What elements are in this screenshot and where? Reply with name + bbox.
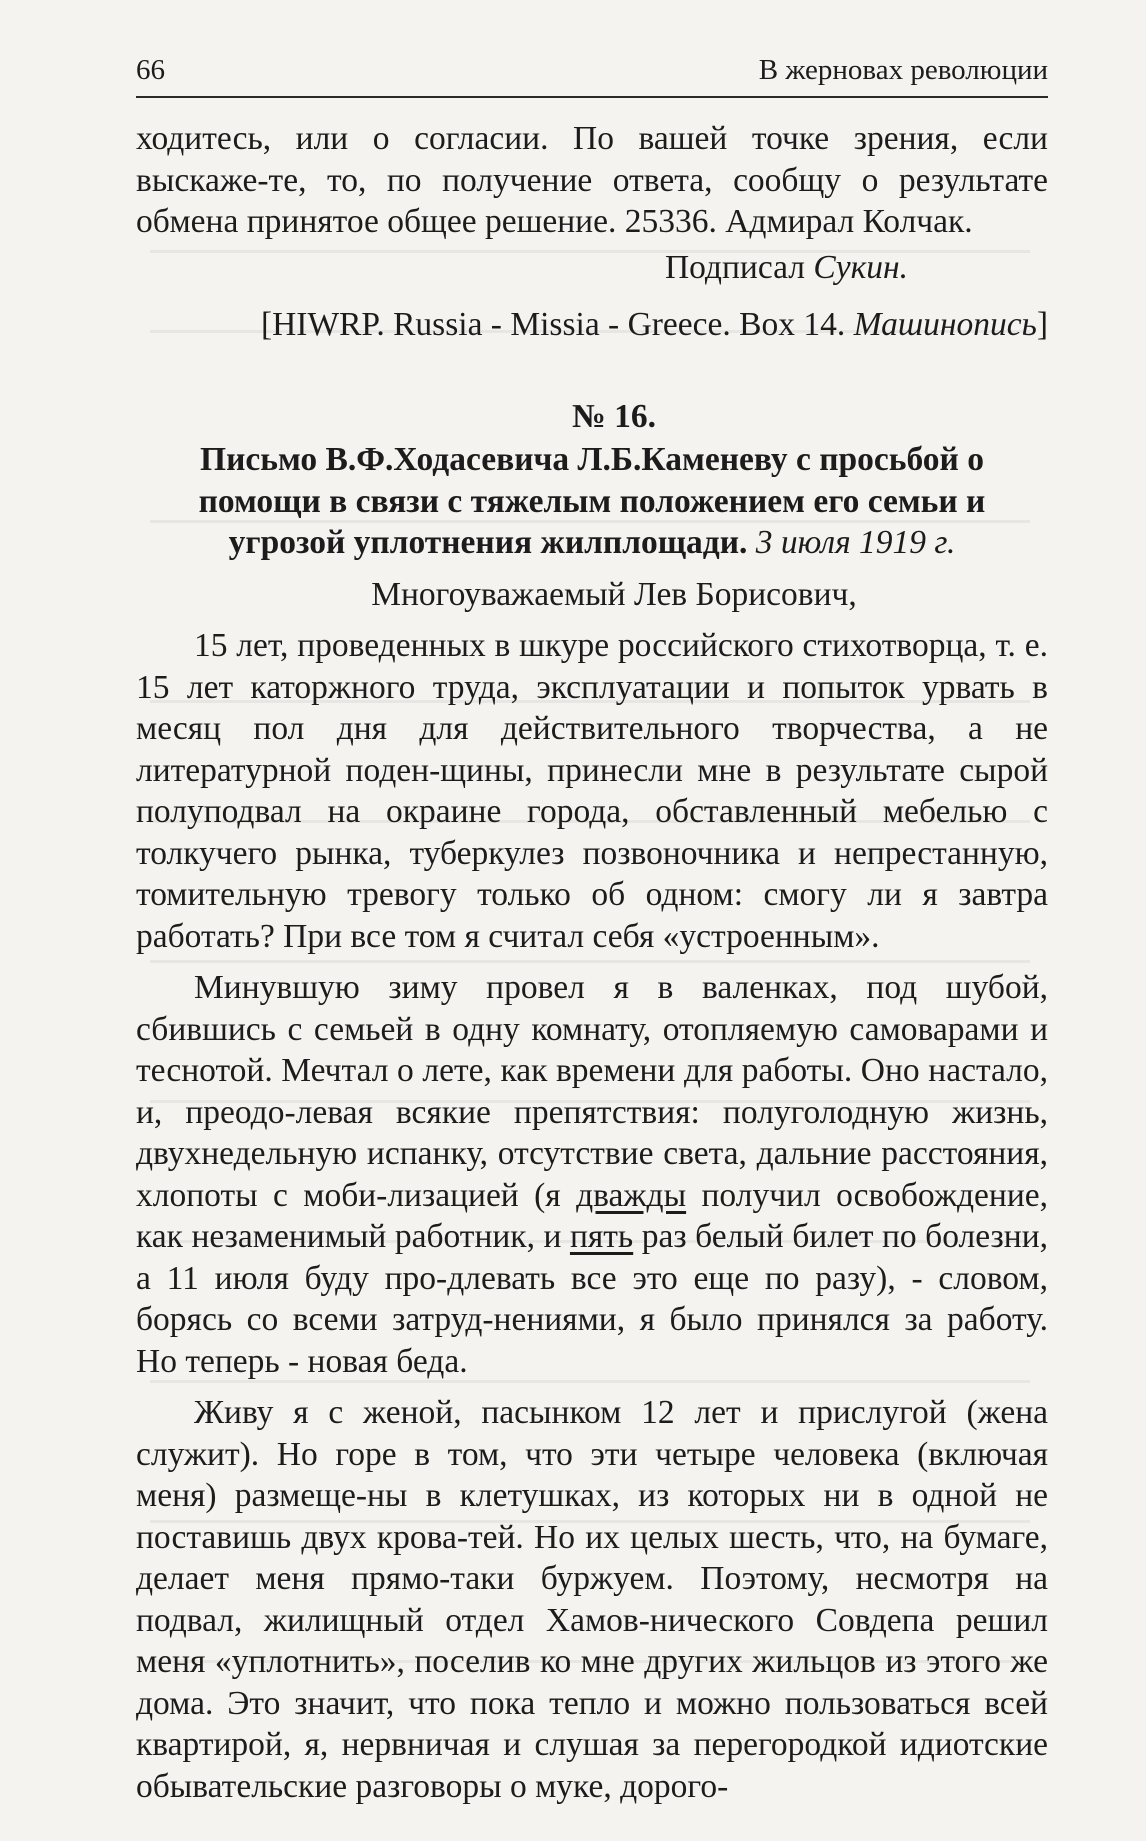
paragraph-2-text-c: раз белый билет по болезни, а 11 июля буду про-длевать все это еще по разу), - словом, борясь со всеми затруд-нениями, я было принялся за работу. Но теперь - новая беда.	[136, 1218, 1048, 1380]
document-number: № 16.	[572, 397, 656, 435]
underlined-word-five: пять	[569, 1218, 634, 1255]
salutation: Многоуважаемый Лев Борисович,	[371, 575, 857, 613]
archive-type: Машинопись	[853, 306, 1037, 343]
signed-name: Сукин.	[813, 248, 908, 286]
book-page	[136, 50, 1048, 1807]
document-date: 3 июля 1919 г.	[755, 524, 956, 561]
letter-paragraph-2	[136, 967, 1048, 1382]
signature-line	[136, 247, 1048, 289]
running-title: В жерновах революции	[758, 54, 1048, 86]
document-title-text: Письмо В.Ф.Ходасевича Л.Б.Каменеву с просьбой о помощи в связи с тяжелым положением его семьи и угрозой уплотнения жилплощади.	[198, 441, 986, 561]
paragraph-2-text-a: Минувшую зиму провел я в валенках, под шубой, сбившись с семьей в одну комнату, отопляемую самоварами и теснотой. Мечтал о лете, как времени для работы. Оно настало, и, преодо-левая всякие препятствия: полуголодную жизнь, двухнедельную испанку, отсутствие света, дальние расстояния, хлопоты с моби-лизацией (я	[136, 969, 1048, 1214]
paragraph-2-text-b: получил освобождение, как незаменимый работник, и	[136, 1176, 1049, 1255]
underlined-word-twice: дважды	[576, 1176, 687, 1214]
running-header	[136, 50, 1048, 98]
document-title	[136, 439, 1048, 564]
letter-paragraph-1: 15 лет, проведенных в шкуре российского стихотворца, т. е. 15 лет каторжного труда, эксплуатации и попыток урвать в месяц пол дня для действительного творчества, а не литературной поден-щины, принесли мне в результате сырой полуподвал на окраине города, обставленный мебелью с толкучего рынка, туберкулез позвоночника и непрестанную, томительную тревогу только об одном: смогу ли я завтра работать? При все том я считал себя «устроенным».	[136, 627, 1048, 955]
page-content	[136, 118, 1048, 1807]
continuation-paragraph: ходитесь, или о согласии. По вашей точке зрения, если выскаже-те, то, по получение ответа, сообщу о результате обмена принятое общее решение. 25336. Адмирал Колчак.	[136, 120, 1048, 240]
archive-close: ]	[1036, 306, 1048, 343]
archive-reference	[136, 304, 1048, 346]
letter-paragraph-3: Живу я с женой, пасынком 12 лет и прислугой (жена служит). Но горе в том, что эти четыре человека (включая меня) размеще-ны в клетушках, из которых ни в одной не поставишь двух крова-тей. Но их целых шесть, что, на бумаге, делает меня прямо-таки буржуем. Поэтому, несмотря на подвал, жилищный отдел Хамов-нического Совдепа решил меня «уплотнить», поселив ко мне других жильцов из этого же дома. Это значит, что пока тепло и можно пользоваться всей квартирой, я, нервничая и слушая за перегородкой идиотские обывательские разговоры о муке, дорого-	[136, 1394, 1048, 1805]
archive-ref-text: [HIWRP. Russia - Missia - Greece. Box 14.	[260, 306, 854, 343]
signed-prefix: Подписал	[664, 248, 814, 286]
page-number: 66	[136, 54, 165, 86]
